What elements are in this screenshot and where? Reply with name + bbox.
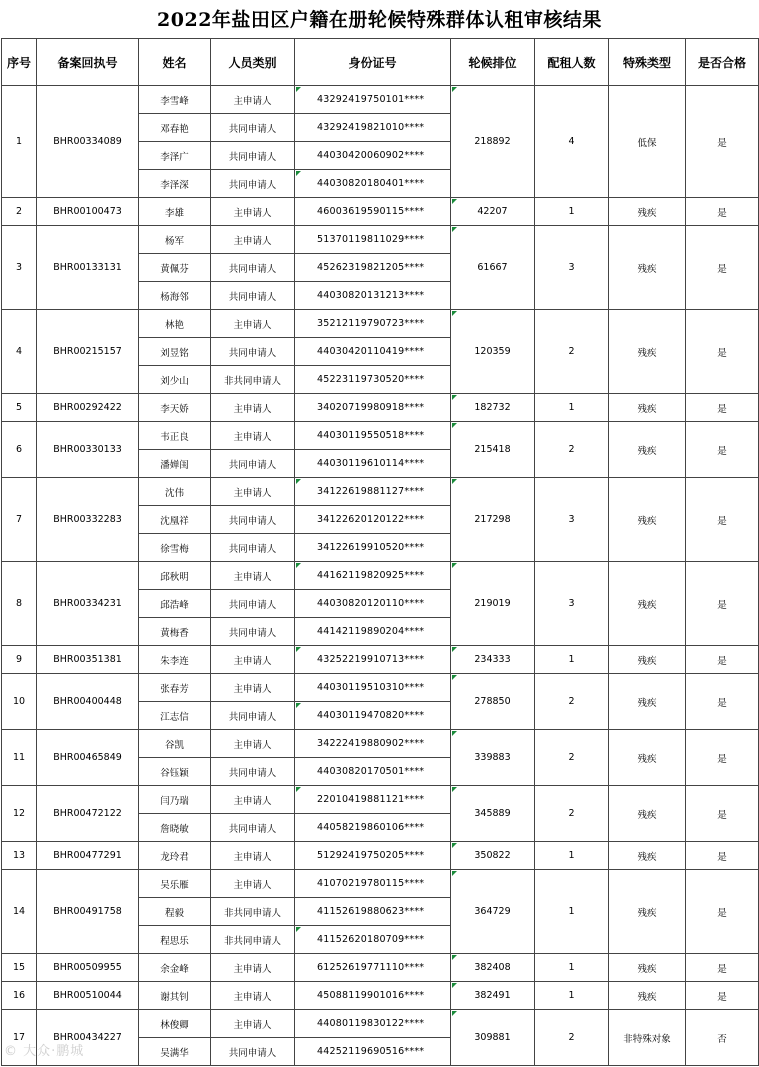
person-category: 共同申请人 xyxy=(211,142,295,170)
receipt-number: BHR00509955 xyxy=(37,954,139,982)
header-id: 身份证号 xyxy=(295,39,451,86)
person-name: 林俊卿 xyxy=(139,1010,211,1038)
table-body xyxy=(2,86,759,1066)
special-type: 残疾 xyxy=(609,870,686,954)
qualified-flag: 是 xyxy=(686,730,759,786)
person-name: 谷凯 xyxy=(139,730,211,758)
person-name: 李泽深 xyxy=(139,170,211,198)
person-category: 主申请人 xyxy=(211,310,295,338)
person-category: 非共同申请人 xyxy=(211,366,295,394)
watermark: © 大众·鹏城 xyxy=(4,1044,85,1059)
cell-marker-icon xyxy=(452,843,457,848)
table-row xyxy=(2,478,759,506)
cell-marker-icon xyxy=(452,227,457,232)
row-number: 11 xyxy=(2,730,37,786)
receipt-number: BHR00510044 xyxy=(37,982,139,1010)
id-number: 43292419821010**** xyxy=(295,114,451,142)
queue-rank: 350822 xyxy=(451,842,535,870)
household-count: 3 xyxy=(535,562,609,646)
cell-marker-icon xyxy=(452,199,457,204)
receipt-number: BHR00477291 xyxy=(37,842,139,870)
cell-marker-icon xyxy=(296,479,301,484)
id-number: 43292419750101**** xyxy=(295,86,451,114)
id-number: 44030119610114**** xyxy=(295,450,451,478)
receipt-number: BHR00472122 xyxy=(37,786,139,842)
queue-rank: 382491 xyxy=(451,982,535,1010)
household-count: 2 xyxy=(535,422,609,478)
id-number: 41152619880623**** xyxy=(295,898,451,926)
person-name: 徐雪梅 xyxy=(139,534,211,562)
special-type: 残疾 xyxy=(609,562,686,646)
person-category: 共同申请人 xyxy=(211,282,295,310)
row-number: 15 xyxy=(2,954,37,982)
receipt-number: BHR00434227 xyxy=(37,1010,139,1066)
person-name: 邱浩峰 xyxy=(139,590,211,618)
row-number: 8 xyxy=(2,562,37,646)
person-category: 主申请人 xyxy=(211,86,295,114)
special-type: 残疾 xyxy=(609,478,686,562)
receipt-number: BHR00100473 xyxy=(37,198,139,226)
household-count: 1 xyxy=(535,394,609,422)
person-name: 谷钰颖 xyxy=(139,758,211,786)
id-number: 34020719980918**** xyxy=(295,394,451,422)
cell-marker-icon xyxy=(296,563,301,568)
qualified-flag: 是 xyxy=(686,310,759,394)
id-number: 44030119510310**** xyxy=(295,674,451,702)
row-number: 1 xyxy=(2,86,37,198)
qualified-flag: 是 xyxy=(686,982,759,1010)
cell-marker-icon xyxy=(452,479,457,484)
person-name: 杨军 xyxy=(139,226,211,254)
row-number: 13 xyxy=(2,842,37,870)
special-type: 残疾 xyxy=(609,226,686,310)
table-row xyxy=(2,730,759,758)
cell-marker-icon xyxy=(452,395,457,400)
special-type: 残疾 xyxy=(609,422,686,478)
row-number: 4 xyxy=(2,310,37,394)
id-number: 44030820120110**** xyxy=(295,590,451,618)
row-number: 14 xyxy=(2,870,37,954)
person-category: 共同申请人 xyxy=(211,450,295,478)
person-category: 主申请人 xyxy=(211,198,295,226)
cell-marker-icon xyxy=(452,423,457,428)
person-name: 林艳 xyxy=(139,310,211,338)
qualified-flag: 是 xyxy=(686,226,759,310)
cell-marker-icon xyxy=(296,87,301,92)
special-type: 残疾 xyxy=(609,786,686,842)
id-number: 45223119730520**** xyxy=(295,366,451,394)
header-qualified: 是否合格 xyxy=(686,39,759,86)
id-number: 45088119901016**** xyxy=(295,982,451,1010)
id-number: 44142119890204**** xyxy=(295,618,451,646)
person-name: 谢其钊 xyxy=(139,982,211,1010)
table-row xyxy=(2,842,759,870)
special-type: 残疾 xyxy=(609,730,686,786)
id-number: 44030119470820**** xyxy=(295,702,451,730)
cell-marker-icon xyxy=(452,311,457,316)
header-count: 配租人数 xyxy=(535,39,609,86)
row-number: 12 xyxy=(2,786,37,842)
table-row xyxy=(2,982,759,1010)
id-number: 44030119550518**** xyxy=(295,422,451,450)
id-number: 34122620120122**** xyxy=(295,506,451,534)
table-row xyxy=(2,1010,759,1038)
person-name: 沈伟 xyxy=(139,478,211,506)
person-category: 主申请人 xyxy=(211,422,295,450)
special-type: 低保 xyxy=(609,86,686,198)
household-count: 1 xyxy=(535,842,609,870)
person-name: 黄梅香 xyxy=(139,618,211,646)
row-number: 6 xyxy=(2,422,37,478)
person-name: 潘婵闺 xyxy=(139,450,211,478)
receipt-number: BHR00400448 xyxy=(37,674,139,730)
queue-rank: 278850 xyxy=(451,674,535,730)
id-number: 44030820180401**** xyxy=(295,170,451,198)
person-category: 主申请人 xyxy=(211,842,295,870)
id-number: 44030820131213**** xyxy=(295,282,451,310)
person-category: 主申请人 xyxy=(211,674,295,702)
special-type: 残疾 xyxy=(609,394,686,422)
receipt-number: BHR00330133 xyxy=(37,422,139,478)
person-name: 程毅 xyxy=(139,898,211,926)
row-number: 3 xyxy=(2,226,37,310)
table-row xyxy=(2,786,759,814)
person-category: 主申请人 xyxy=(211,982,295,1010)
person-name: 朱李连 xyxy=(139,646,211,674)
cell-marker-icon xyxy=(452,563,457,568)
qualified-flag: 是 xyxy=(686,786,759,842)
header-name: 姓名 xyxy=(139,39,211,86)
id-number: 51292419750205**** xyxy=(295,842,451,870)
receipt-number: BHR00465849 xyxy=(37,730,139,786)
queue-rank: 42207 xyxy=(451,198,535,226)
household-count: 2 xyxy=(535,1010,609,1066)
person-category: 主申请人 xyxy=(211,954,295,982)
person-name: 李雄 xyxy=(139,198,211,226)
queue-rank: 382408 xyxy=(451,954,535,982)
row-number: 10 xyxy=(2,674,37,730)
person-category: 主申请人 xyxy=(211,870,295,898)
receipt-number: BHR00133131 xyxy=(37,226,139,310)
person-name: 张春芳 xyxy=(139,674,211,702)
household-count: 2 xyxy=(535,786,609,842)
person-category: 主申请人 xyxy=(211,730,295,758)
qualified-flag: 否 xyxy=(686,1010,759,1066)
special-type: 残疾 xyxy=(609,198,686,226)
special-type: 残疾 xyxy=(609,646,686,674)
household-count: 2 xyxy=(535,674,609,730)
person-name: 吴乐雁 xyxy=(139,870,211,898)
row-number: 2 xyxy=(2,198,37,226)
queue-rank: 61667 xyxy=(451,226,535,310)
person-category: 共同申请人 xyxy=(211,338,295,366)
qualified-flag: 是 xyxy=(686,394,759,422)
queue-rank: 217298 xyxy=(451,478,535,562)
household-count: 1 xyxy=(535,954,609,982)
household-count: 3 xyxy=(535,226,609,310)
id-number: 45262319821205**** xyxy=(295,254,451,282)
id-number: 46003619590115**** xyxy=(295,198,451,226)
qualified-flag: 是 xyxy=(686,646,759,674)
id-number: 41152620180709**** xyxy=(295,926,451,954)
person-name: 江志信 xyxy=(139,702,211,730)
table-row xyxy=(2,954,759,982)
id-number: 34222419880902**** xyxy=(295,730,451,758)
person-name: 程思乐 xyxy=(139,926,211,954)
table-row xyxy=(2,226,759,254)
person-name: 詹晓敏 xyxy=(139,814,211,842)
receipt-number: BHR00334089 xyxy=(37,86,139,198)
id-number: 44030820170501**** xyxy=(295,758,451,786)
id-number: 34122619881127**** xyxy=(295,478,451,506)
page-title: 2022年盐田区户籍在册轮候特殊群体认租审核结果 xyxy=(157,9,602,31)
person-category: 主申请人 xyxy=(211,562,295,590)
receipt-number: BHR00491758 xyxy=(37,870,139,954)
person-category: 主申请人 xyxy=(211,478,295,506)
table-row xyxy=(2,86,759,114)
header-category: 人员类别 xyxy=(211,39,295,86)
special-type: 残疾 xyxy=(609,674,686,730)
person-name: 李泽广 xyxy=(139,142,211,170)
queue-rank: 182732 xyxy=(451,394,535,422)
person-category: 主申请人 xyxy=(211,394,295,422)
header-no: 序号 xyxy=(2,39,37,86)
household-count: 2 xyxy=(535,310,609,394)
results-table xyxy=(1,38,759,1066)
receipt-number: BHR00351381 xyxy=(37,646,139,674)
id-number: 35212119790723**** xyxy=(295,310,451,338)
household-count: 4 xyxy=(535,86,609,198)
table-row xyxy=(2,394,759,422)
household-count: 2 xyxy=(535,730,609,786)
queue-rank: 120359 xyxy=(451,310,535,394)
cell-marker-icon xyxy=(452,731,457,736)
receipt-number: BHR00215157 xyxy=(37,310,139,394)
table-row xyxy=(2,562,759,590)
queue-rank: 309881 xyxy=(451,1010,535,1066)
cell-marker-icon xyxy=(452,871,457,876)
cell-marker-icon xyxy=(452,787,457,792)
person-category: 共同申请人 xyxy=(211,618,295,646)
id-number: 61252619771110**** xyxy=(295,954,451,982)
household-count: 3 xyxy=(535,478,609,562)
household-count: 1 xyxy=(535,646,609,674)
person-category: 共同申请人 xyxy=(211,1038,295,1066)
person-category: 主申请人 xyxy=(211,786,295,814)
id-number: 44080119830122**** xyxy=(295,1010,451,1038)
cell-marker-icon xyxy=(452,647,457,652)
qualified-flag: 是 xyxy=(686,422,759,478)
qualified-flag: 是 xyxy=(686,954,759,982)
special-type: 残疾 xyxy=(609,954,686,982)
header-receipt: 备案回执号 xyxy=(37,39,139,86)
cell-marker-icon xyxy=(296,927,301,932)
person-category: 非共同申请人 xyxy=(211,926,295,954)
queue-rank: 219019 xyxy=(451,562,535,646)
receipt-number: BHR00292422 xyxy=(37,394,139,422)
row-number: 9 xyxy=(2,646,37,674)
id-number: 44030420110419**** xyxy=(295,338,451,366)
qualified-flag: 是 xyxy=(686,870,759,954)
header-rank: 轮候排位 xyxy=(451,39,535,86)
special-type: 非特殊对象 xyxy=(609,1010,686,1066)
id-number: 44030420060902**** xyxy=(295,142,451,170)
cell-marker-icon xyxy=(452,675,457,680)
table-row xyxy=(2,198,759,226)
qualified-flag: 是 xyxy=(686,198,759,226)
cell-marker-icon xyxy=(452,1011,457,1016)
receipt-number: BHR00332283 xyxy=(37,478,139,562)
qualified-flag: 是 xyxy=(686,562,759,646)
cell-marker-icon xyxy=(452,87,457,92)
header-type: 特殊类型 xyxy=(609,39,686,86)
cell-marker-icon xyxy=(296,787,301,792)
table-row xyxy=(2,674,759,702)
person-category: 主申请人 xyxy=(211,226,295,254)
id-number: 44058219860106**** xyxy=(295,814,451,842)
person-name: 吴满华 xyxy=(139,1038,211,1066)
person-category: 主申请人 xyxy=(211,1010,295,1038)
person-category: 共同申请人 xyxy=(211,170,295,198)
person-name: 黄佩芬 xyxy=(139,254,211,282)
queue-rank: 345889 xyxy=(451,786,535,842)
cell-marker-icon xyxy=(296,703,301,708)
queue-rank: 218892 xyxy=(451,86,535,198)
queue-rank: 234333 xyxy=(451,646,535,674)
queue-rank: 339883 xyxy=(451,730,535,786)
person-category: 共同申请人 xyxy=(211,590,295,618)
person-category: 共同申请人 xyxy=(211,702,295,730)
cell-marker-icon xyxy=(452,955,457,960)
person-name: 邱秋明 xyxy=(139,562,211,590)
qualified-flag: 是 xyxy=(686,674,759,730)
header-row xyxy=(2,39,759,86)
receipt-number: BHR00334231 xyxy=(37,562,139,646)
id-number: 34122619910520**** xyxy=(295,534,451,562)
id-number: 43252219910713**** xyxy=(295,646,451,674)
person-category: 共同申请人 xyxy=(211,814,295,842)
cell-marker-icon xyxy=(296,171,301,176)
person-name: 刘少山 xyxy=(139,366,211,394)
row-number: 5 xyxy=(2,394,37,422)
row-number: 16 xyxy=(2,982,37,1010)
row-number: 17 xyxy=(2,1010,37,1066)
id-number: 41070219780115**** xyxy=(295,870,451,898)
person-name: 龙玲君 xyxy=(139,842,211,870)
person-name: 杨海邻 xyxy=(139,282,211,310)
person-category: 非共同申请人 xyxy=(211,898,295,926)
person-category: 主申请人 xyxy=(211,646,295,674)
person-category: 共同申请人 xyxy=(211,758,295,786)
qualified-flag: 是 xyxy=(686,842,759,870)
special-type: 残疾 xyxy=(609,842,686,870)
table-row xyxy=(2,646,759,674)
id-number: 44162119820925**** xyxy=(295,562,451,590)
id-number: 22010419881121**** xyxy=(295,786,451,814)
person-name: 余金峰 xyxy=(139,954,211,982)
table-row xyxy=(2,422,759,450)
cell-marker-icon xyxy=(296,647,301,652)
person-name: 李天娇 xyxy=(139,394,211,422)
table-row xyxy=(2,870,759,898)
qualified-flag: 是 xyxy=(686,478,759,562)
household-count: 1 xyxy=(535,198,609,226)
qualified-flag: 是 xyxy=(686,86,759,198)
special-type: 残疾 xyxy=(609,310,686,394)
person-category: 共同申请人 xyxy=(211,114,295,142)
queue-rank: 364729 xyxy=(451,870,535,954)
special-type: 残疾 xyxy=(609,982,686,1010)
person-name: 邓春艳 xyxy=(139,114,211,142)
person-name: 闫乃瑞 xyxy=(139,786,211,814)
id-number: 51370119811029**** xyxy=(295,226,451,254)
id-number: 44252119690516**** xyxy=(295,1038,451,1066)
person-name: 李雪峰 xyxy=(139,86,211,114)
person-name: 刘昱铭 xyxy=(139,338,211,366)
person-category: 共同申请人 xyxy=(211,254,295,282)
cell-marker-icon xyxy=(452,983,457,988)
person-name: 韦正良 xyxy=(139,422,211,450)
household-count: 1 xyxy=(535,982,609,1010)
person-category: 共同申请人 xyxy=(211,534,295,562)
table-row xyxy=(2,310,759,338)
person-name: 沈凰祥 xyxy=(139,506,211,534)
queue-rank: 215418 xyxy=(451,422,535,478)
household-count: 1 xyxy=(535,870,609,954)
row-number: 7 xyxy=(2,478,37,562)
person-category: 共同申请人 xyxy=(211,506,295,534)
